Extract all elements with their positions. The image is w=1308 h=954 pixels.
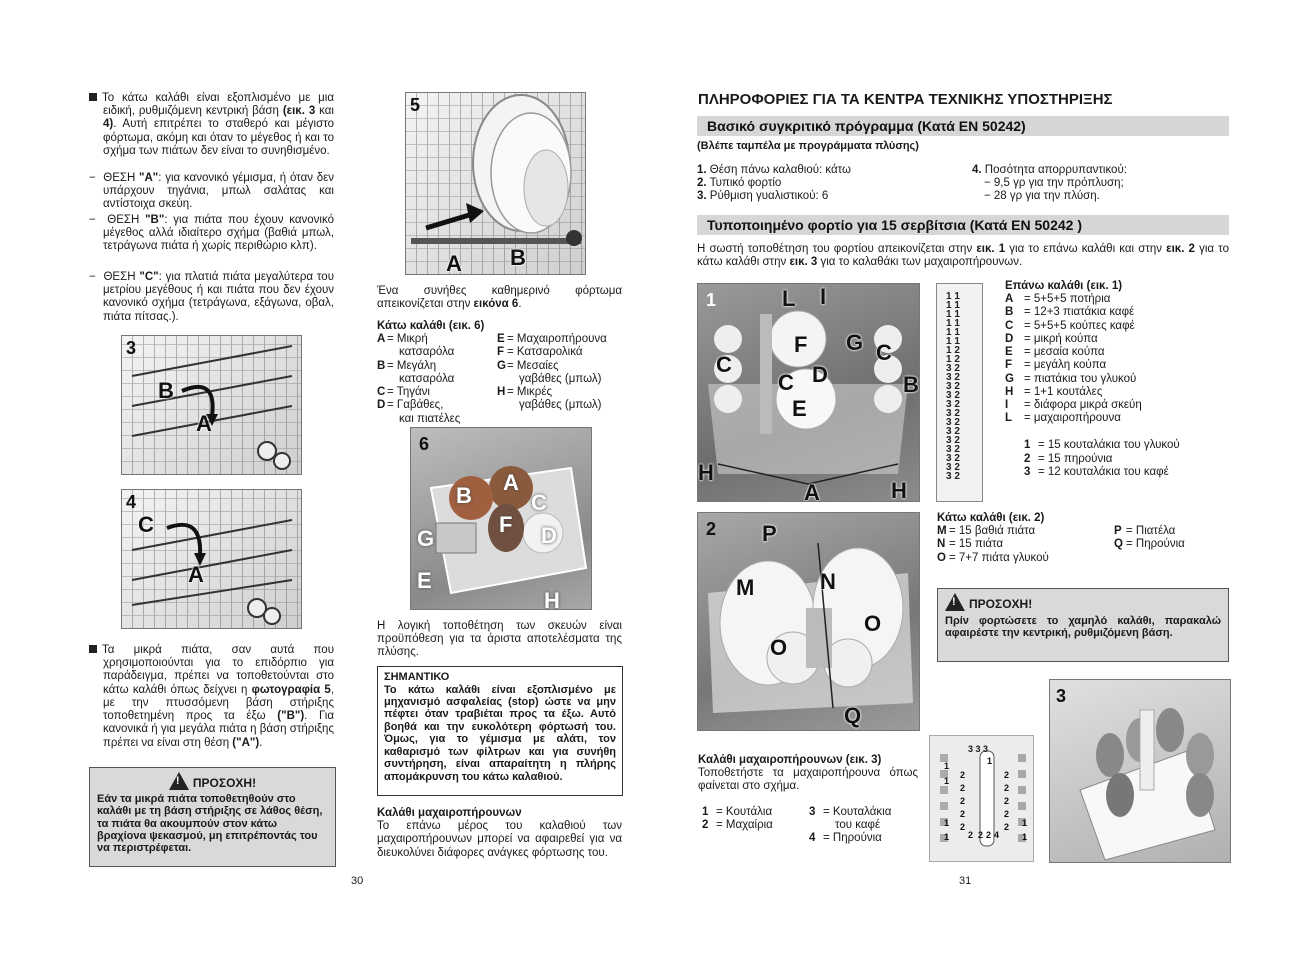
label-b: B [456,483,472,508]
label-c: C [778,370,794,395]
legend-row [1005,333,1225,346]
note-title: ΣΗΜΑΝΤΙΚΟ [384,671,450,683]
cutlery-basket-drawing [1050,680,1231,863]
legend-key: D [377,399,386,412]
legend-key: H [497,386,506,399]
svg-text:2: 2 [1004,809,1010,819]
legend-row [1024,439,1225,452]
legend-key: H [1005,385,1014,398]
legend-row [1024,466,1225,479]
svg-text:2: 2 [960,809,966,819]
figure-1-upper-basket-photo [697,283,920,502]
legend-key: C [377,386,386,399]
label-d: D [812,362,828,387]
svg-text:1: 1 [944,832,950,842]
legend-text: = 15 βαθιά πιάτα [949,525,1036,538]
legend-row [377,399,497,412]
label-h: H [544,588,560,610]
label-a: A [188,562,204,587]
rack-digit-row: 3 2 [946,390,960,401]
legend-row [1005,399,1225,412]
rack-digit-row: 1 1 [946,318,960,329]
legend-row [937,525,1114,538]
rack-digit-row: 1 1 [946,300,960,311]
rack-digit-row: 3 2 [946,444,960,455]
legend-key: A [1005,293,1014,306]
label-c: C [876,340,892,365]
svg-text:2: 2 [1004,770,1010,780]
svg-text:1: 1 [987,756,993,766]
square-bullet-icon [89,645,97,653]
label-l: L [782,286,796,311]
legend-key: 3 [1024,465,1031,478]
svg-text:2: 2 [978,830,984,840]
svg-text:2: 2 [1004,796,1010,806]
setting-subitem: − 28 γρ για την πλύση. [984,190,1100,203]
legend-key: E [497,333,505,346]
legend-key: E [1005,346,1013,359]
rack-digit-row: 3 2 [946,399,960,410]
rack-wire-drawing [122,490,302,629]
legend-text: = μεσαία κούπα [1024,346,1105,359]
legend-text: = Πιατέλα [1126,525,1176,538]
legend-key: 1 [1024,439,1031,452]
lower-basket-drawing [698,513,920,731]
legend-left [377,333,497,426]
legend-text: = 5+5+5 ποτήρια [1024,293,1111,306]
warning-box-left [89,767,336,867]
legend-row [937,552,1114,565]
figure-number: 2 [706,519,717,539]
cutlery-grid-drawing [930,736,1035,863]
legend-row [1005,320,1225,333]
legend-row [702,819,809,832]
legend-key: F [1005,359,1013,372]
svg-text:1: 1 [1022,818,1028,828]
label-a: A [804,480,820,502]
label-b: B [158,378,174,403]
legend-text: = 15 πηρούνια [1038,452,1113,465]
warning-text: Εάν τα μικρά πιάτα τοποθετηθούν στο καλάθι με τη βάση στήριξης σε λάθος θέση, τα πιάτα θα ακουμπούν στον κάτω βραχίονα ψεκασμού, μη επιτρέποντάς του να περιστρέφεται. [97,792,323,855]
legend-text-cont: κατσαρόλα [399,372,455,385]
label-q: Q [844,703,862,728]
legend-text-cont: του καφέ [835,818,881,831]
legend-row [497,386,627,399]
important-note-box [377,666,623,796]
svg-text:2: 2 [960,822,966,832]
label-e: E [792,396,807,421]
legend-text: = Πηρούνια [1126,538,1185,551]
legend-row [1005,346,1225,359]
legend-row [497,346,627,359]
svg-text:1: 1 [944,776,950,786]
legend-text-cont: και πιατέλες [399,412,461,425]
legend-key: Q [1114,538,1123,551]
standard-load-intro: Η σωστή τοποθέτηση του φορτίου απεικονίζεται στην εικ. 1 για το επάνω καλάθι και στην εικ. 2 για το κάτω καλάθι στην εικ. 3 για το καλαθάκι των μαχαιροπήρουνων. [697,243,1229,269]
cutlery-basket-section [377,807,622,860]
legend-text-cont: κατσαρόλα [399,346,455,359]
label-g: G [846,330,864,355]
legend-key: D [1005,332,1014,345]
page-number-right: 31 [959,875,972,887]
label-c: C [531,490,547,515]
rack-digit-row: 3 2 [946,408,960,419]
legend-key: C [1005,319,1014,332]
legend-row [497,360,627,373]
legend-key: G [1005,372,1014,385]
label-p: P [762,521,777,546]
legend-text: = Πηρούνια [823,832,882,845]
rack-digit-row: 3 2 [946,417,960,428]
figure-number: 1 [706,290,717,310]
figure-number: 3 [1056,686,1067,706]
figure-2-lower-basket-photo [697,512,920,731]
diagram-top-digits: 3 3 3 [968,744,989,754]
svg-text:1: 1 [944,818,950,828]
service-heading: ΠΛΗΡΟΦΟΡΙΕΣ ΓΙΑ ΤΑ ΚΕΝΤΡΑ ΤΕΧΝΙΚΗΣ ΥΠΟΣΤΗΡΙΞΗΣ [698,91,1113,108]
legend-key: M [937,525,947,538]
svg-text:2: 2 [986,830,992,840]
warning-title: ΠΡΟΣΟΧΗ! [192,776,257,790]
lower-basket-legend-right [937,512,1229,565]
legend-title: Κάτω καλάθι (εικ. 2) [937,512,1045,524]
figure-number: 5 [410,95,421,115]
label-b: B [510,245,526,270]
legend-row [377,386,497,399]
legend-row [702,806,809,819]
rack-digit-row: 1 2 [946,345,960,356]
setting-item: 1. Θέση πάνω καλαθιού: κάτω [697,164,852,176]
rack-digit-row: 3 2 [946,363,960,374]
warning-icon [945,593,965,611]
cutlery-title: Καλάθι μαχαιροπήρουνων [377,807,522,819]
cutlery-placement-diagram [929,735,1034,862]
label-c: C [138,512,154,537]
legend-row [377,333,497,346]
legend-row [937,538,1114,551]
legend-key: 3 [809,805,816,818]
legend-text-cont: γαβάθες (μπωλ) [519,399,602,412]
rack-digit-row: 3 2 [946,381,960,392]
legend-key: I [1005,398,1009,411]
legend-text: = Μεγάλη [387,359,437,372]
legend-title: Κάτω καλάθι (εικ. 6) [377,320,485,332]
legend-row [809,806,918,819]
small-plates-paragraph: Τα μικρά πιάτα, σαν αυτά που χρησιμοποιούνται για το επιδόρπιο για παράδειγμα, πρέπει να τοποθετούνται στο κάτω καλάθι όπως δείχνει η φωτογραφία 5, με την πτυσσόμενη βάση στήριξης τοποθετημένη προς τα έξω ("B"). Για κανονικά ή για μεγάλα πιάτα η βάση στήριξης πρέπει να είναι στη θέση ("A"). [89,644,334,750]
legend-text: = Μεσαίες [507,359,559,372]
legend-row [1024,453,1225,466]
lower-basket-legend [377,320,627,426]
settings-list-left [697,164,957,204]
plates-drawing [406,93,586,275]
label-i: I [820,284,827,309]
legend-row [1005,412,1225,425]
setting-subitem: − 9,5 γρ για την πρόπλυση; [984,177,1124,190]
svg-text:2: 2 [1004,822,1010,832]
figure-3-cutlery-basket-photo [1049,679,1231,863]
label-g: G [417,526,435,551]
label-f: F [499,512,513,537]
legend-text: = 15 πιάτα [949,538,1004,551]
legend-row [1114,538,1229,551]
label-a: A [446,251,462,275]
legend-text: = Μαχαίρια [716,818,773,831]
figure-4-rack-photo [121,489,302,629]
label-a: A [503,470,519,495]
svg-text:1: 1 [944,761,950,771]
setting-item: 2. Τυπικό φορτίο [697,177,782,190]
legend-row [377,360,497,373]
figure-number: 4 [126,492,137,512]
daily-load-paragraph: Ένα συνήθες καθημερινό φόρτωμα απεικονίζεται στην εικόνα 6. [377,285,622,311]
legend-row [497,333,627,346]
note-text: Το κάτω καλάθι είναι εξοπλισμένο με μηχανισμό ασφαλείας (stop) ώστε να μην πέφτει όταν τραβιέται προς τα έξω. Αυτό βοηθά και την ευκολότερη φόρτωσή του. Όμως, για το γέμισμα με αλάτι, τον καθαρισμό των φίλτρων και για συνήθη συντήρηση, είναι απαραίτητη η πλήρης απομάκρυνση του κάτω καλαθιού. [384,683,616,783]
svg-text:2: 2 [1004,783,1010,793]
label-n: N [820,569,836,594]
position-c-text: − ΘΕΣΗ "C": για πλατιά πιάτα μεγαλύτερα του μετρίου μεγέθους ή και πιάτα που δεν έχουν κανονικό σχήμα (τετράγωνα, εξάγωνα, οβαλ, πιάτα πίτσας.). [89,271,334,323]
legend-text: = Μαχαιροπήρουνα [507,333,607,346]
svg-text:1: 1 [1022,832,1028,842]
legend-text-cont: γαβάθες (μπωλ) [519,372,602,385]
legend-text: = διάφορα μικρά σκεύη [1024,398,1142,411]
legend-text: = μεγάλη κούπα [1024,359,1107,372]
legend-text: = Μικρές [507,386,553,399]
figure-5-photo [405,92,586,275]
legend-key: O [937,551,946,564]
legend-key: A [377,333,386,346]
warning-text: Πρίν φορτώσετε το χαμηλό καλάθι, παρακαλώ αφαιρέστε την κεντρική, ρυθμιζόμενη βάση. [945,614,1221,640]
legend-row [1114,525,1229,538]
label-a: A [196,411,212,436]
warning-icon [169,772,189,790]
legend-text: = Μικρή [387,333,428,346]
label-o: O [770,635,788,660]
cutlery-basket-legend [698,754,918,845]
legend-key: B [1005,306,1014,319]
label-h: H [698,460,714,485]
legend-text: = Τηγάνι [387,386,430,399]
rack-digit-row: 3 2 [946,462,960,473]
legend-key: 1 [702,805,709,818]
legend-text: = 5+5+5 κούπες καφέ [1024,319,1135,332]
rack-digit-row: 3 2 [946,435,960,446]
svg-text:4: 4 [994,830,1000,840]
position-a-text: − ΘΕΣΗ "A": για κανονικό γέμισμα, ή όταν δεν υπάρχουν τηγάνια, μπωλ σαλάτας και αντίστοιχα σκεύη. [89,172,335,211]
legend-text: = 12 κουταλάκια του καφέ [1038,465,1169,478]
intro-paragraph: Το κάτω καλάθι είναι εξοπλισμένο με μια ειδική, ρυθμιζόμενη κεντρική βάση (εικ. 3 και 4). Αυτή επιτρέπει το σταθερό και μέγιστο φόρτωμα, ακόμη και όταν το μέγεθος ή και το σχήμα των πιάτων δεν είναι το συνηθισμένο. [89,92,334,158]
label-f: F [794,332,808,357]
legend-row [1005,386,1225,399]
legend-key: B [377,359,386,372]
rack-digit-row: 1 1 [946,309,960,320]
legend-key: L [1005,412,1013,425]
label-o: O [864,611,882,636]
warning-title: ΠΡΟΣΟΧΗ! [969,597,1033,611]
rack-digit-row: 1 1 [946,327,960,338]
label-c: C [716,352,732,377]
warning-box-right [937,588,1229,662]
rack-digit-row: 3 2 [946,453,960,464]
settings-list-right: 4. Ποσότητα απορρυπαντικού: − 9,5 γρ για την πρόπλυση; − 28 γρ για την πλύση. [972,164,1222,204]
legend-row [1005,359,1225,372]
setting-item: 3. Ρύθμιση γυαλιστικού: 6 [697,190,829,203]
upper-basket-legend [1005,280,1225,479]
legend-text: = Κατσαρολικά [507,346,583,359]
legend-title: Καλάθι μαχαιροπήρουνων (εικ. 3) [698,754,882,766]
rack-digit-row: 3 2 [946,426,960,437]
legend-key: N [937,538,946,551]
label-h: H [891,478,907,502]
legend-text: = Γαβάθες, [387,399,444,412]
legend-text: = μικρή κούπα [1024,332,1098,345]
legend-text: = μαχαιροπήρουνα [1024,412,1121,425]
legend-row [809,832,918,845]
figure-number: 3 [126,338,137,358]
svg-text:2: 2 [968,830,974,840]
figure-number: 6 [419,434,430,454]
legend-text: = 15 κουταλάκια του γλυκού [1038,439,1180,452]
rack-digit-row: 1 1 [946,336,960,347]
figure-3-rack-photo [121,335,302,475]
rack-digit-row: 3 2 [946,372,960,383]
label-b: B [903,372,919,397]
rack-digit-row: 3 2 [946,471,960,482]
svg-text:2: 2 [960,783,966,793]
legend-key: P [1114,525,1122,538]
cutlery-rack-diagram [936,283,983,502]
legend-row [1005,373,1225,386]
figure-6-photo [410,427,592,610]
section-bar-program: Βασικό συγκριτικό πρόγραμμα (Κατά EN 50242) [697,116,1229,136]
svg-text:2: 2 [960,770,966,780]
legend-text: = 7+7 πιάτα γλυκού [949,551,1049,564]
legend-text: = 12+3 πιατάκια καφέ [1024,306,1135,319]
legend-row [1005,306,1225,319]
legend-right [497,333,627,426]
legend-text: = Κουταλάκια [823,805,892,818]
rack-wire-drawing [122,336,302,475]
rack-digit-row: 1 1 [946,291,960,302]
label-m: M [736,575,755,600]
rack-digit-row: 1 2 [946,354,960,365]
square-bullet-icon [89,93,97,101]
cutlery-text: Το επάνω μέρος του καλαθιού των μαχαιροπήρουνων μπορεί να αφαιρεθεί για να διευκολύνει διάφορες ανάγκες φόρτωσης του. [377,820,622,859]
legend-key: 2 [702,818,709,831]
logical-placement-paragraph: Η λογική τοποθέτηση των σκευών είναι προϋπόθεση για τα άριστα αποτελέσματα της πλύσης. [377,620,622,659]
legend-key: 4 [809,832,816,845]
legend-text: = Κουτάλια [716,805,773,818]
program-subtitle: (Βλέπε ταμπέλα με προγράμματα πλύσης) [697,140,919,152]
legend-row [1005,293,1225,306]
section-bar-standard-load: Τυποποιημένο φορτίο για 15 σερβίτσια (Κατά EN 50242 ) [697,215,1229,235]
legend-text: = 1+1 κουτάλες [1024,385,1103,398]
position-b-text: − ΘΕΣΗ "B": για πιάτα που έχουν κανονικό μέγεθος αλλά ιδιαίτερο σχήμα (βαθιά μπωλ, τετράγωνα πιάτα ή χωρίς περιθώριο κλπ). [89,214,334,253]
cutlery-instructions: Τοποθετήστε τα μαχαιροπήρουνα όπως φαίνεται στο σχήμα. [698,767,918,793]
legend-key: G [497,359,506,372]
page-number-left: 30 [351,875,364,887]
legend-text: = πιατάκια του γλυκού [1024,372,1137,385]
label-e: E [417,568,432,593]
svg-text:2: 2 [960,796,966,806]
upper-basket-drawing [698,284,920,502]
label-d: D [541,523,557,548]
legend-key: 2 [1024,452,1031,465]
legend-key: F [497,346,505,359]
legend-title: Επάνω καλάθι (εικ. 1) [1005,280,1123,292]
